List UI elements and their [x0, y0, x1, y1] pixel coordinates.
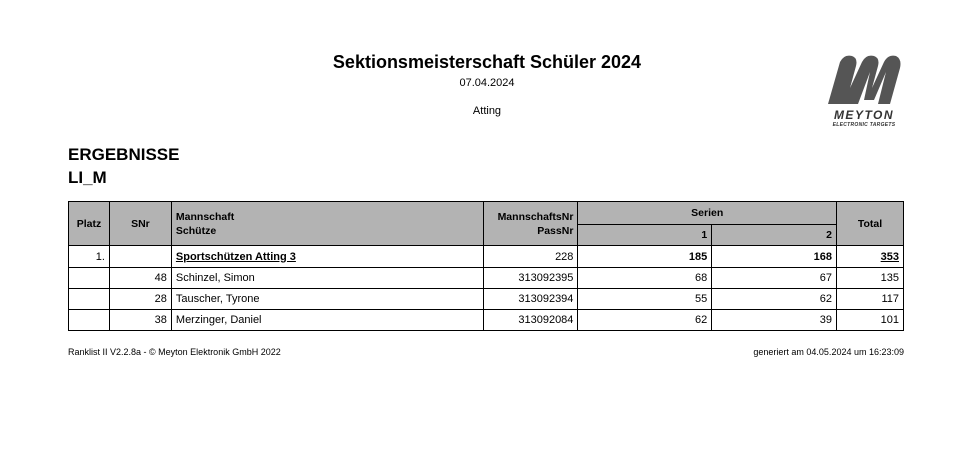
- col-serien: Serien: [578, 202, 837, 225]
- shooter-snr: 48: [109, 268, 171, 289]
- logo-tagline: ELECTRONIC TARGETS: [832, 122, 896, 128]
- page-title: Sektionsmeisterschaft Schüler 2024: [332, 52, 642, 72]
- shooter-passnr: 313092395: [484, 268, 578, 289]
- shooter-total: 101: [837, 310, 904, 331]
- table-row: [69, 268, 904, 289]
- team-serie-2: 168: [712, 246, 837, 268]
- col-mannschaft: Mannschaft: [175, 210, 235, 223]
- shooter-name: Tauscher, Tyrone: [171, 289, 484, 310]
- team-platz: 1.: [69, 246, 110, 268]
- team-serie-1: 185: [578, 246, 712, 268]
- col-serie-2: 2: [712, 225, 837, 246]
- team-total: 353: [880, 250, 899, 263]
- table-row: [69, 310, 904, 331]
- footer-version: Ranklist II V2.2.8a - © Meyton Elektronik GmbH 2022: [68, 347, 281, 357]
- footer-generated: generiert am 04.05.2024 um 16:23:09: [753, 347, 904, 357]
- event-location: Atting: [472, 105, 502, 117]
- col-serie-1: 1: [578, 225, 712, 246]
- col-mannschaftsnr: MannschaftsNr: [497, 210, 574, 223]
- shooter-serie-2: 39: [712, 310, 837, 331]
- meyton-logo-icon: [822, 50, 906, 108]
- class-heading: LI_M: [68, 168, 107, 187]
- team-name: Sportschützen Atting 3: [175, 250, 296, 263]
- col-passnr: PassNr: [537, 224, 574, 237]
- shooter-name: Merzinger, Daniel: [171, 310, 484, 331]
- section-heading: ERGEBNISSE: [68, 145, 180, 164]
- col-platz: Platz: [69, 202, 110, 246]
- shooter-serie-1: 62: [578, 310, 712, 331]
- table-row: [69, 289, 904, 310]
- shooter-serie-1: 55: [578, 289, 712, 310]
- team-mannschaftsnr: 228: [484, 246, 578, 268]
- shooter-serie-2: 62: [712, 289, 837, 310]
- col-schuetze: Schütze: [175, 224, 217, 237]
- col-mannschaft-schuetze: [171, 202, 484, 246]
- shooter-total: 117: [837, 289, 904, 310]
- col-snr: SNr: [109, 202, 171, 246]
- col-mannschaftsnr-passnr: [484, 202, 578, 246]
- logo-wordmark: MEYTON: [833, 108, 895, 122]
- shooter-serie-1: 68: [578, 268, 712, 289]
- team-snr: [109, 246, 171, 268]
- shooter-total: 135: [837, 268, 904, 289]
- team-row: [69, 246, 904, 268]
- shooter-serie-2: 67: [712, 268, 837, 289]
- event-date: 07.04.2024: [459, 77, 515, 89]
- shooter-snr: 28: [109, 289, 171, 310]
- shooter-passnr: 313092394: [484, 289, 578, 310]
- col-total: Total: [837, 202, 904, 246]
- shooter-snr: 38: [109, 310, 171, 331]
- results-table: [68, 201, 904, 331]
- shooter-name: Schinzel, Simon: [171, 268, 484, 289]
- meyton-logo: [822, 50, 906, 130]
- shooter-passnr: 313092084: [484, 310, 578, 331]
